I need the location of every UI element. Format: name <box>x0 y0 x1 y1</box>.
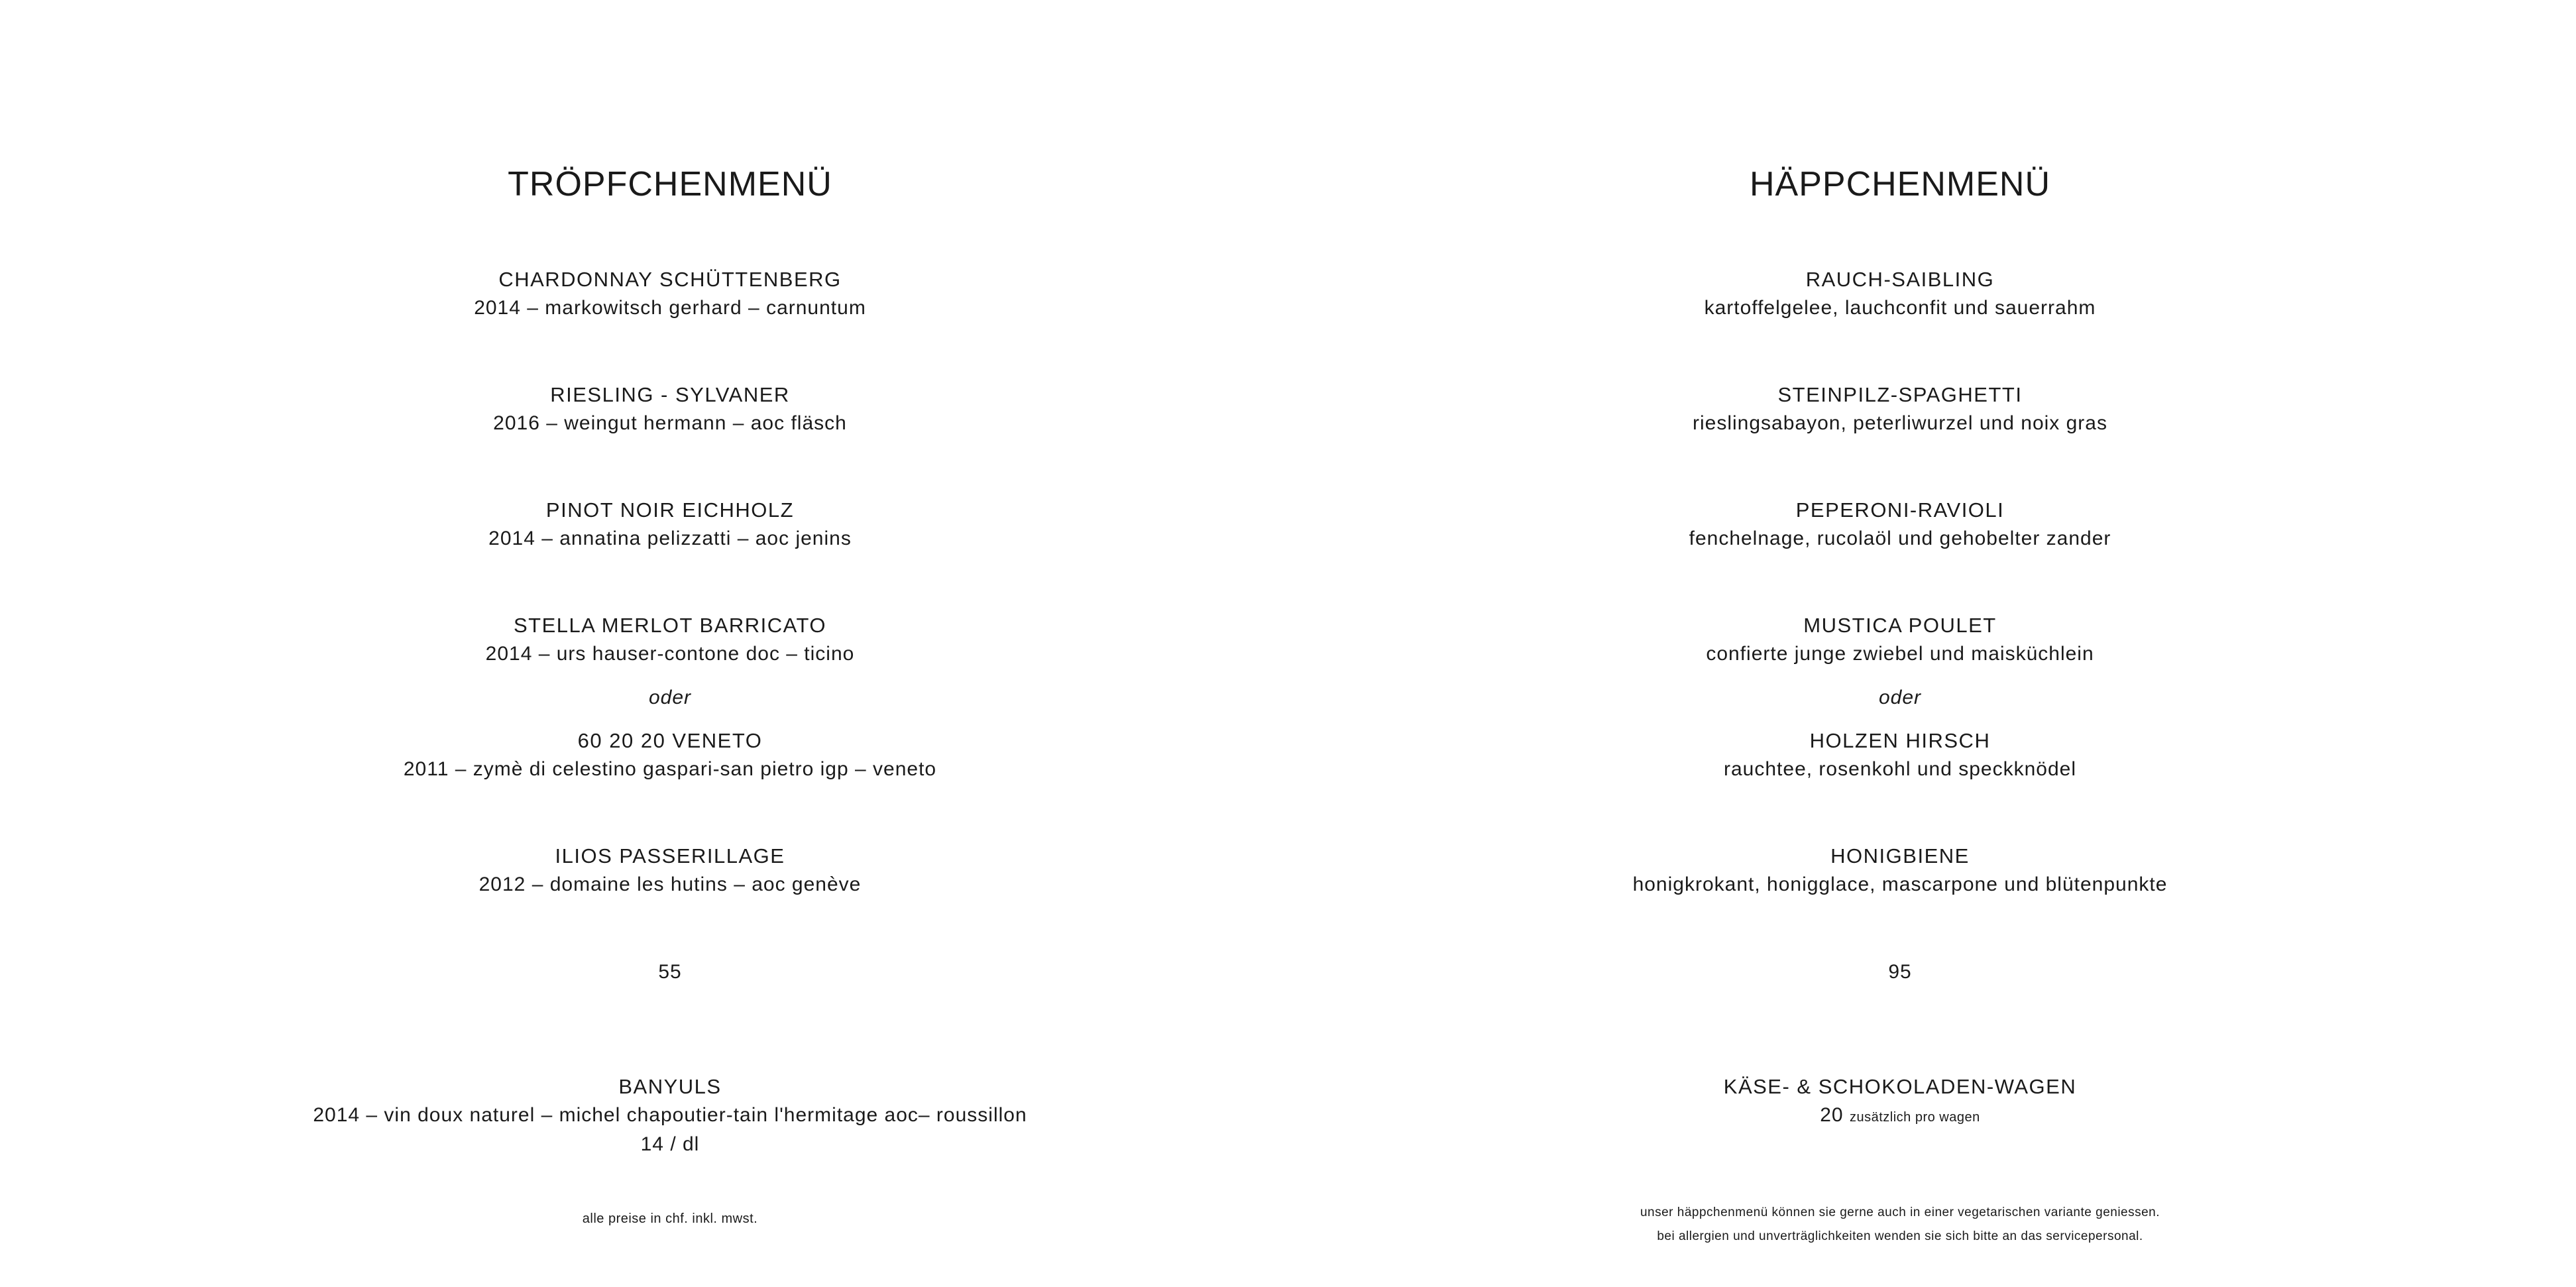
wine-description: 2012 – domaine les hutins – aoc genève <box>478 873 862 895</box>
food-menu-column <box>1502 0 2298 1287</box>
food-menu-title: HÄPPCHENMENÜ <box>1749 165 2051 203</box>
dish-description: honigkrokant, honigglace, mascarpone und blütenpunkte <box>1632 873 2168 895</box>
oder-separator: oder <box>648 687 692 708</box>
wine-description: 2014 – urs hauser-contone doc – ticino <box>485 643 855 665</box>
wine-name: ILIOS PASSERILLAGE <box>555 844 785 867</box>
oder-separator: oder <box>1878 687 1922 708</box>
wine-description: 2016 – weingut hermann – aoc fläsch <box>493 412 847 434</box>
extra-wine-price: 14 / dl <box>640 1133 700 1155</box>
wine-description: 2014 – annatina pelizzatti – aoc jenins <box>488 528 852 549</box>
wine-menu-title: TRÖPFCHENMENÜ <box>508 165 832 203</box>
dish-description: rieslingsabayon, peterliwurzel und noix gras <box>1693 412 2107 434</box>
dish-description: confierte junge zwiebel und maisküchlein <box>1706 643 2094 665</box>
wine-menu-column <box>272 0 1068 1287</box>
dish-description: fenchelnage, rucolaöl und gehobelter zander <box>1689 528 2111 549</box>
wine-name: 60 20 20 VENETO <box>577 729 763 752</box>
dish-name: HONIGBIENE <box>1830 844 1970 867</box>
wine-name: CHARDONNAY SCHÜTTENBERG <box>498 268 842 291</box>
dish-name: STEINPILZ-SPAGHETTI <box>1777 383 2023 406</box>
wine-description: 2014 – markowitsch gerhard – carnuntum <box>474 297 866 319</box>
dish-name: MUSTICA POULET <box>1803 614 1997 637</box>
dish-name: PEPERONI-RAVIOLI <box>1795 498 2005 522</box>
cart-price: 20 <box>1820 1104 1844 1126</box>
dietary-note-line: bei allergien und unverträglichkeiten wenden sie sich bitte an das servicepersonal. <box>1657 1229 2143 1243</box>
price-note: alle preise in chf. inkl. mwst. <box>582 1211 758 1226</box>
cart-price-suffix: zusätzlich pro wagen <box>1849 1110 1980 1125</box>
dish-description: rauchtee, rosenkohl und speckknödel <box>1724 758 2076 780</box>
wine-name: PINOT NOIR EICHHOLZ <box>545 498 795 522</box>
wine-menu-price: 55 <box>658 961 682 983</box>
wine-name: RIESLING - SYLVANER <box>550 383 790 406</box>
wine-name: STELLA MERLOT BARRICATO <box>513 614 827 637</box>
food-menu-price: 95 <box>1888 961 1912 983</box>
dish-name: RAUCH-SAIBLING <box>1805 268 1995 291</box>
cart-name: KÄSE- & SCHOKOLADEN-WAGEN <box>1723 1075 2077 1098</box>
wine-description: 2011 – zymè di celestino gaspari-san pietro igp – veneto <box>403 758 937 780</box>
dish-description: kartoffelgelee, lauchconfit und sauerrahm <box>1704 297 2096 319</box>
dietary-note-line: unser häppchenmenü können sie gerne auch in einer vegetarischen variante geniessen. <box>1640 1205 2160 1219</box>
extra-wine-name: BANYULS <box>618 1075 722 1098</box>
cart-price-line <box>1502 1104 2298 1127</box>
extra-wine-description: 2014 – vin doux naturel – michel chapoutier-tain l'hermitage aoc– roussillon <box>313 1104 1027 1126</box>
dish-name: HOLZEN HIRSCH <box>1809 729 1991 752</box>
